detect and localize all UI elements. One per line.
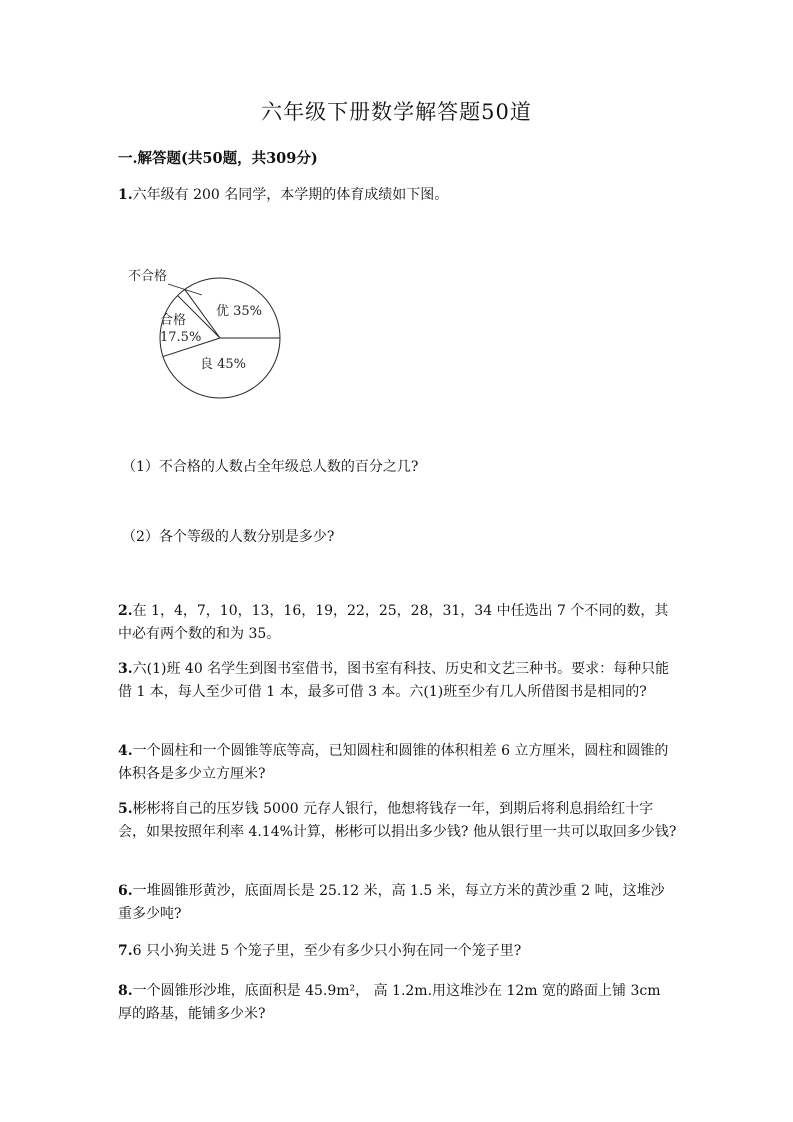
slice-label-pass: 合格: [160, 313, 187, 328]
question-number: 3.: [118, 661, 133, 677]
question-number: 4.: [118, 743, 133, 759]
slice-label-excellent: 优 35%: [216, 304, 263, 319]
section-heading: 一.解答题(共50题，共309分): [118, 150, 318, 167]
question-number: 1.: [118, 187, 133, 203]
question-text: 6 只小狗关进 5 个笼子里，至少有多少只小狗在同一个笼子里?: [132, 943, 522, 959]
question-number: 5.: [118, 801, 133, 817]
question-7: [118, 940, 678, 963]
question-number: 2.: [118, 603, 133, 619]
question-text: 六年级有 200 名同学，本学期的体育成绩如下图。: [132, 187, 449, 203]
question-5: [118, 798, 678, 844]
question-8: [118, 980, 678, 1026]
question-text: 一堆圆锥形黄沙，底面周长是 25.12 米，高 1.5 米，每立方米的黄沙重 2 吨，这堆沙重多少吨?: [118, 883, 665, 922]
page-title: 六年级下册数学解答题50道: [261, 100, 532, 124]
slice-value-pass: 17.5%: [160, 330, 202, 345]
question-1: [118, 184, 678, 207]
question-number: 7.: [118, 943, 133, 959]
question-number: 8.: [118, 983, 133, 999]
question-text: 一个圆锥形沙堆，底面积是 45.9m²， 高 1.2m.用这堆沙在 12m 宽的路面上铺 3cm 厚的路基，能铺多少米?: [118, 983, 661, 1022]
question-text: 彬彬将自己的压岁钱 5000 元存人银行，他想将钱存一年，到期后将利息捐给红十字会，如果按照年利率 4.14%计算，彬彬可以捐出多少钱? 他从银行里一共可以取回多少钱?: [118, 801, 677, 840]
question-6: [118, 880, 678, 926]
fail-leader-line: [168, 284, 202, 295]
question-text: 在 1，4，7，10，13，16，19，22，25，28，31，34 中任选出 7 个不同的数，其中必有两个数的和为 35。: [118, 603, 669, 642]
grade-pie-chart: [120, 262, 290, 412]
sub-question-2: （2）各个等级的人数分别是多少?: [122, 529, 335, 545]
slice-label-fail: 不合格: [128, 269, 168, 284]
sub-question-1: （1）不合格的人数占全年级总人数的百分之几?: [122, 459, 419, 475]
question-3: [118, 658, 678, 704]
question-text: 六(1)班 40 名学生到图书室借书，图书室有科技、历史和文艺三种书。要求：每种只能借 1 本，每人至少可借 1 本，最多可借 3 本。六(1)班至少有几人所借图书是相同的?: [118, 661, 670, 700]
question-2: [118, 600, 678, 646]
question-4: [118, 740, 678, 786]
question-text: 一个圆柱和一个圆锥等底等高，已知圆柱和圆锥的体积相差 6 立方厘米，圆柱和圆锥的体积各是多少立方厘米?: [118, 743, 669, 782]
slice-label-good: 良 45%: [200, 357, 247, 372]
question-number: 6.: [118, 883, 133, 899]
